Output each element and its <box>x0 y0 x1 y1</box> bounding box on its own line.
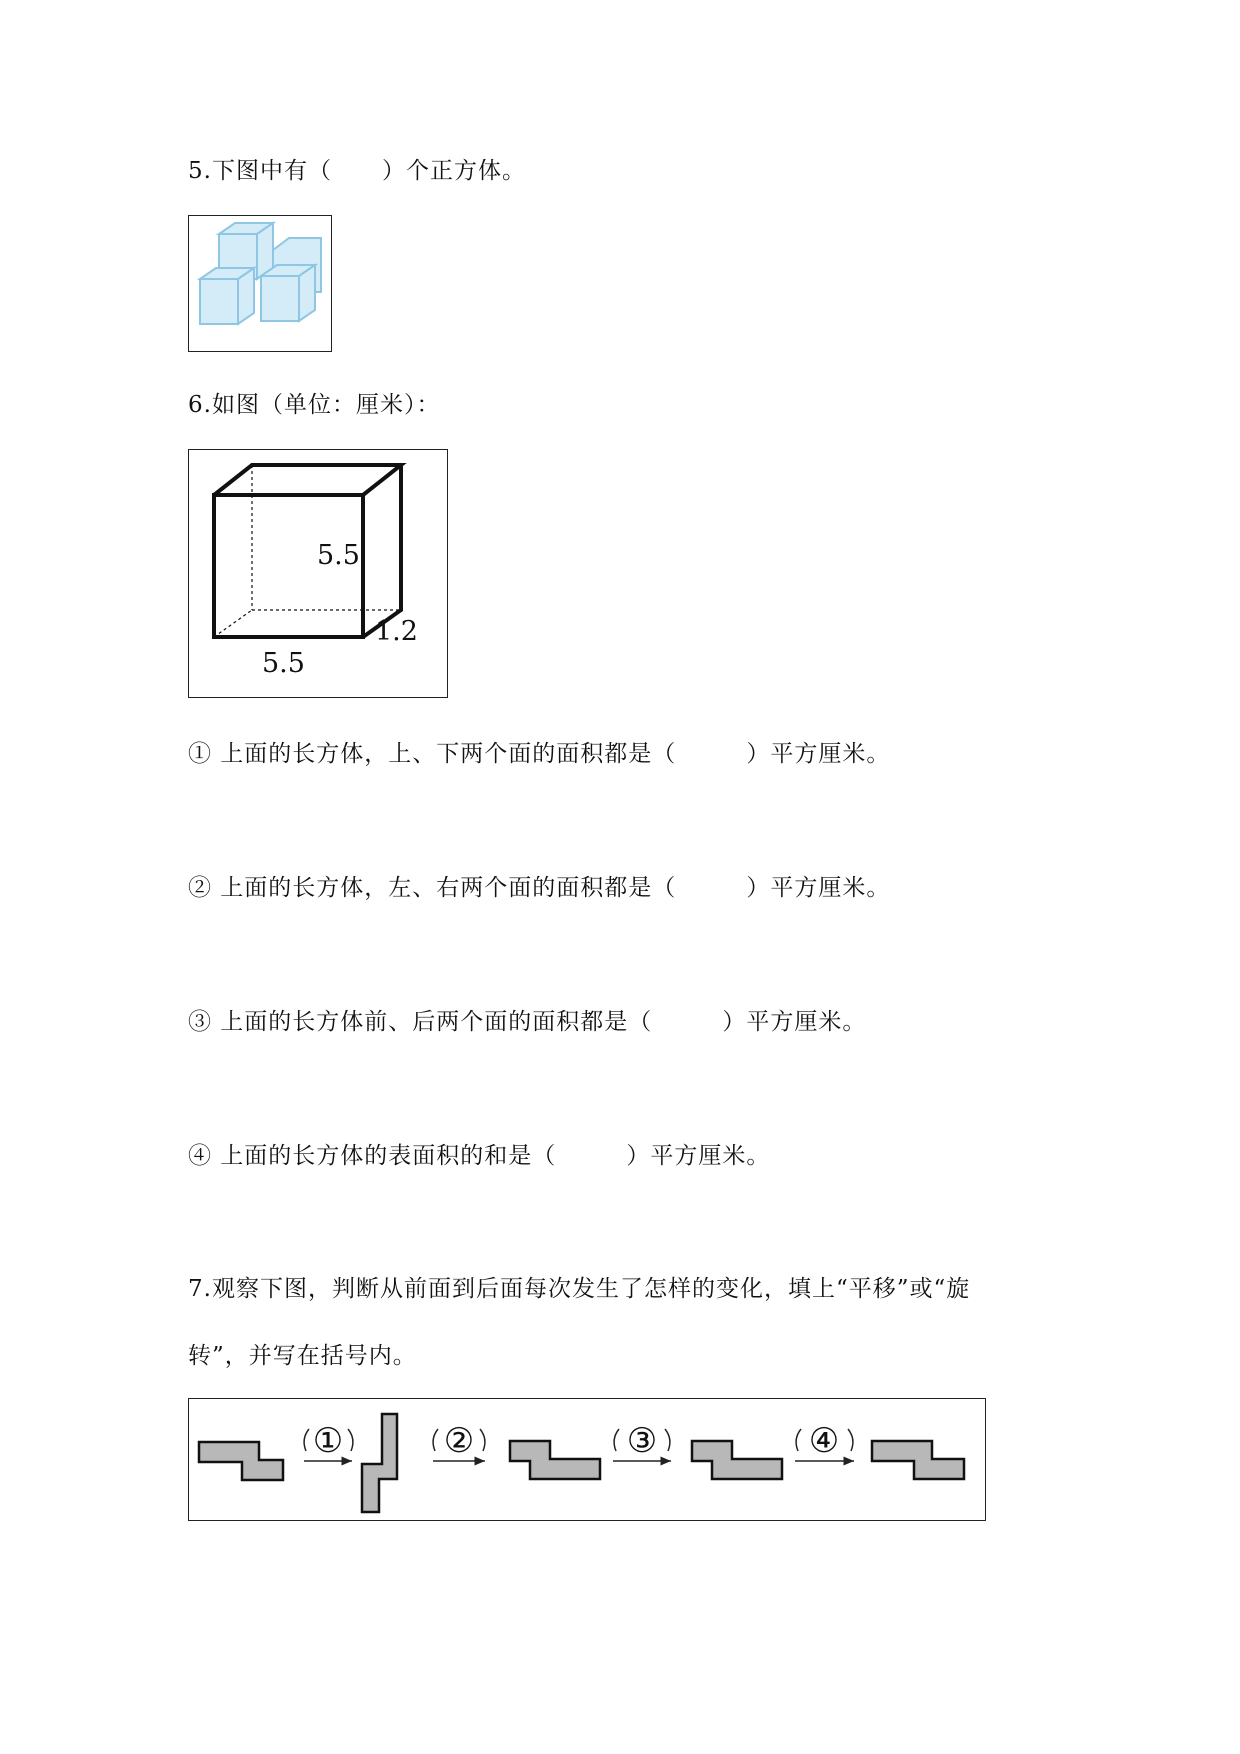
question-6-title: 6.如图（单位：厘米）： <box>188 392 441 418</box>
z-shape-5 <box>872 1441 964 1479</box>
question-5-text-after: ）个正方体。 <box>381 158 526 184</box>
question-6-item-2 <box>188 869 890 902</box>
item-1-text-after: ）平方厘米。 <box>746 741 891 767</box>
item-2-text-after: ）平方厘米。 <box>746 875 891 901</box>
step-label-4: ④ <box>808 1421 840 1461</box>
item-4-text-before: ④ 上面的长方体的表面积的和是（ <box>188 1143 557 1169</box>
item-3-text-after: ）平方厘米。 <box>722 1009 867 1035</box>
cuboid-diagram <box>189 450 446 696</box>
question-7-line-1: 7.观察下图，判断从前面到后面每次发生了怎样的变化，填上“平移”或“旋 <box>188 1276 971 1302</box>
bracket-right-2 <box>480 1429 485 1451</box>
z-shape-3 <box>510 1441 600 1479</box>
transformation-sequence <box>189 1399 984 1519</box>
cuboid-figure <box>188 449 448 698</box>
question-6-item-4 <box>188 1137 770 1170</box>
cubes-figure <box>188 215 332 352</box>
step-label-1: ① <box>312 1421 344 1461</box>
question-6-item-3 <box>188 1003 866 1036</box>
item-2-text-before: ② 上面的长方体，左、右两个面的面积都是（ <box>188 875 677 901</box>
bracket-right-1 <box>348 1429 353 1451</box>
z-shape-1 <box>199 1442 283 1480</box>
question-7-line-2: 转”，并写在括号内。 <box>188 1343 417 1369</box>
stacked-cubes-image <box>189 216 330 350</box>
z-shape-4 <box>692 1441 782 1479</box>
bracket-left-2 <box>433 1429 438 1451</box>
bracket-right-3 <box>665 1429 670 1451</box>
item-3-text-before: ③ 上面的长方体前、后两个面的面积都是（ <box>188 1009 653 1035</box>
question-5 <box>188 152 526 185</box>
length-label: 5.5 <box>262 648 305 679</box>
step-label-2: ② <box>443 1421 475 1461</box>
item-1-text-before: ① 上面的长方体，上、下两个面的面积都是（ <box>188 741 677 767</box>
question-5-text-before: 5.下图中有（ <box>188 158 332 184</box>
z-shape-2 <box>362 1414 397 1512</box>
bracket-left-4 <box>796 1429 801 1451</box>
height-label: 5.5 <box>317 540 360 571</box>
bracket-right-4 <box>848 1429 853 1451</box>
bracket-left-3 <box>614 1429 619 1451</box>
step-label-3: ③ <box>626 1421 658 1461</box>
width-label: 1.2 <box>375 616 418 647</box>
transformation-figure <box>188 1398 986 1521</box>
question-6-item-1 <box>188 735 890 768</box>
bracket-left-1 <box>304 1429 309 1451</box>
item-4-text-after: ）平方厘米。 <box>626 1143 771 1169</box>
